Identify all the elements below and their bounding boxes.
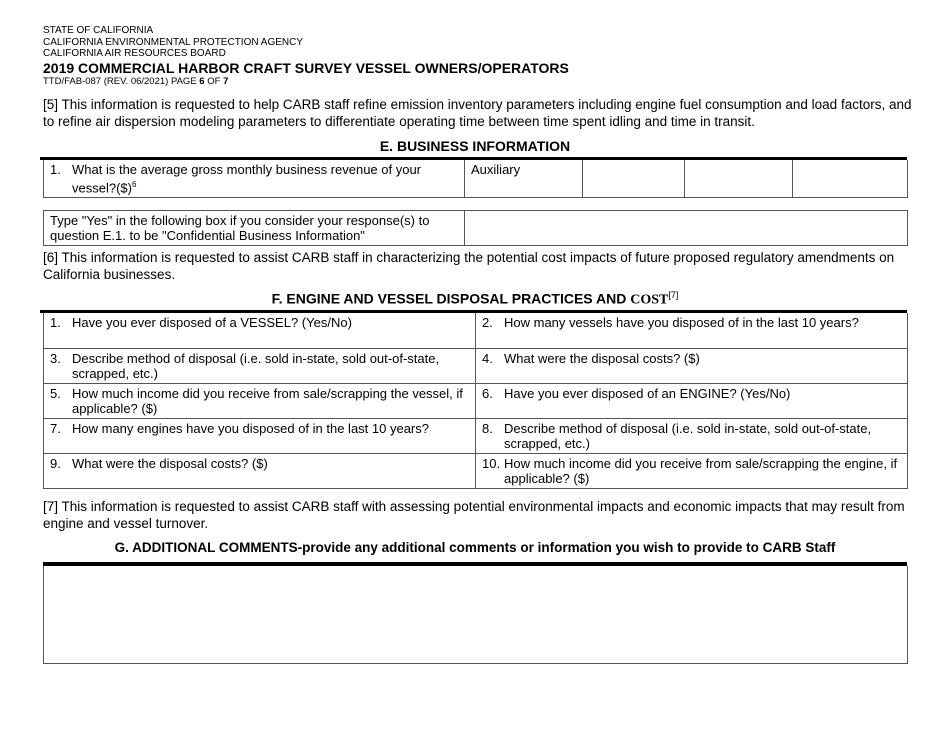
section-e-title: E. BUSINESS INFORMATION [379,138,571,154]
page-number: 6 [199,75,205,87]
question-cell[interactable] [476,453,908,488]
question-number: 10. [482,455,501,471]
question-cell[interactable] [44,383,476,418]
question-cell[interactable] [476,348,908,383]
form-id [43,76,569,87]
question-text: How many engines have you disposed of in the last 10 years? [72,420,429,436]
section-f-title [43,290,907,309]
footnote-5: [5] This information is requested to help CARB staff refine emission inventory parameters including engine fuel consumption and load factors, and to refine air dispersion modeling parameters to differentiate operating time between time spent idling and time in transit. [43,97,912,129]
form-title: 2019 COMMERCIAL HARBOR CRAFT SURVEY VESSEL OWNERS/OPERATORS [43,59,569,76]
question-cell[interactable] [44,418,476,453]
question-number: 2. [482,315,493,330]
header-agency: CALIFORNIA ENVIRONMENTAL PROTECTION AGENCY [43,36,304,48]
question-text: How much income did you receive from sale/scrapping the engine, if applicable? ($) [504,455,898,486]
question-number: 7. [50,420,61,436]
question-text: Have you ever disposed of an ENGINE? (Yes/No) [504,385,791,401]
section-f-title-cost: COST [630,292,669,308]
header-board: CALIFORNIA AIR RESOURCES BOARD [43,48,226,59]
form-id-prefix: TTD/FAB-087 (REV. 06/2021) PAGE [43,75,200,87]
footnote-7-ref: [7] [668,290,679,300]
question-text: Have you ever disposed of a VESSEL? (Yes/No) [72,315,352,330]
question-text: What were the disposal costs? ($) [504,350,700,366]
question-text: How much income did you receive from sale/scrapping the vessel, if applicable? ($) [72,385,463,416]
question-text: Describe method of disposal (i.e. sold in-state, sold out-of-state, scrapped, etc.) [72,350,440,381]
question-number: 4. [482,350,493,366]
question-cell[interactable] [44,453,476,488]
revenue-question [50,162,460,195]
revenue-question-text: What is the average gross monthly business revenue of your vessel?($) [72,162,422,196]
question-text: How many vessels have you disposed of in the last 10 years? [504,315,859,330]
question-text: What were the disposal costs? ($) [72,455,268,471]
auxiliary-cell[interactable] [465,160,583,198]
revenue-question-number: 1. [50,162,61,177]
disposal-table [43,313,908,489]
question-number: 1. [50,315,61,330]
footnote-6-ref: 6 [131,180,137,189]
section-g-title: G. ADDITIONAL COMMENTS-provide any additional comments or information you wish to provide to CARB Staff [114,540,836,555]
confidential-question: Type "Yes" in the following box if you consider your response(s) to question E.1. to be "Confidential Business Information" [44,211,465,246]
page-total: 7 [223,75,229,87]
question-cell[interactable] [476,313,908,348]
question-cell[interactable] [476,418,908,453]
footnote-7: [7] This information is requested to assist CARB staff with assessing potential environmental impacts and economic impacts that may result from engine and vessel turnover. [43,499,905,531]
form-header [43,25,569,87]
revenue-input-3[interactable] [793,160,908,198]
header-state: STATE OF CALIFORNIA [43,25,154,36]
confidential-table [43,210,908,246]
revenue-input-2[interactable] [685,160,793,198]
revenue-question-cell [44,160,465,198]
question-cell[interactable] [44,348,476,383]
auxiliary-label: Auxiliary [471,162,521,177]
question-cell[interactable] [476,383,908,418]
question-number: 8. [482,420,493,436]
revenue-table [43,160,908,198]
question-cell[interactable] [44,313,476,348]
revenue-input-1[interactable] [583,160,685,198]
section-f-title-main: F. ENGINE AND VESSEL DISPOSAL PRACTICES AND [271,290,627,307]
page-of: OF [204,75,224,87]
question-number: 5. [50,385,61,401]
question-text: Describe method of disposal (i.e. sold in-state, sold out-of-state, scrapped, etc.) [504,420,872,451]
additional-comments-box[interactable] [43,566,908,664]
question-number: 6. [482,385,493,401]
confidential-input[interactable] [465,211,908,246]
question-number: 9. [50,455,61,471]
question-number: 3. [50,350,61,366]
footnote-6: [6] This information is requested to assist CARB staff in characterizing the potential cost impacts of future proposed regulatory amendments on California businesses. [43,250,895,282]
